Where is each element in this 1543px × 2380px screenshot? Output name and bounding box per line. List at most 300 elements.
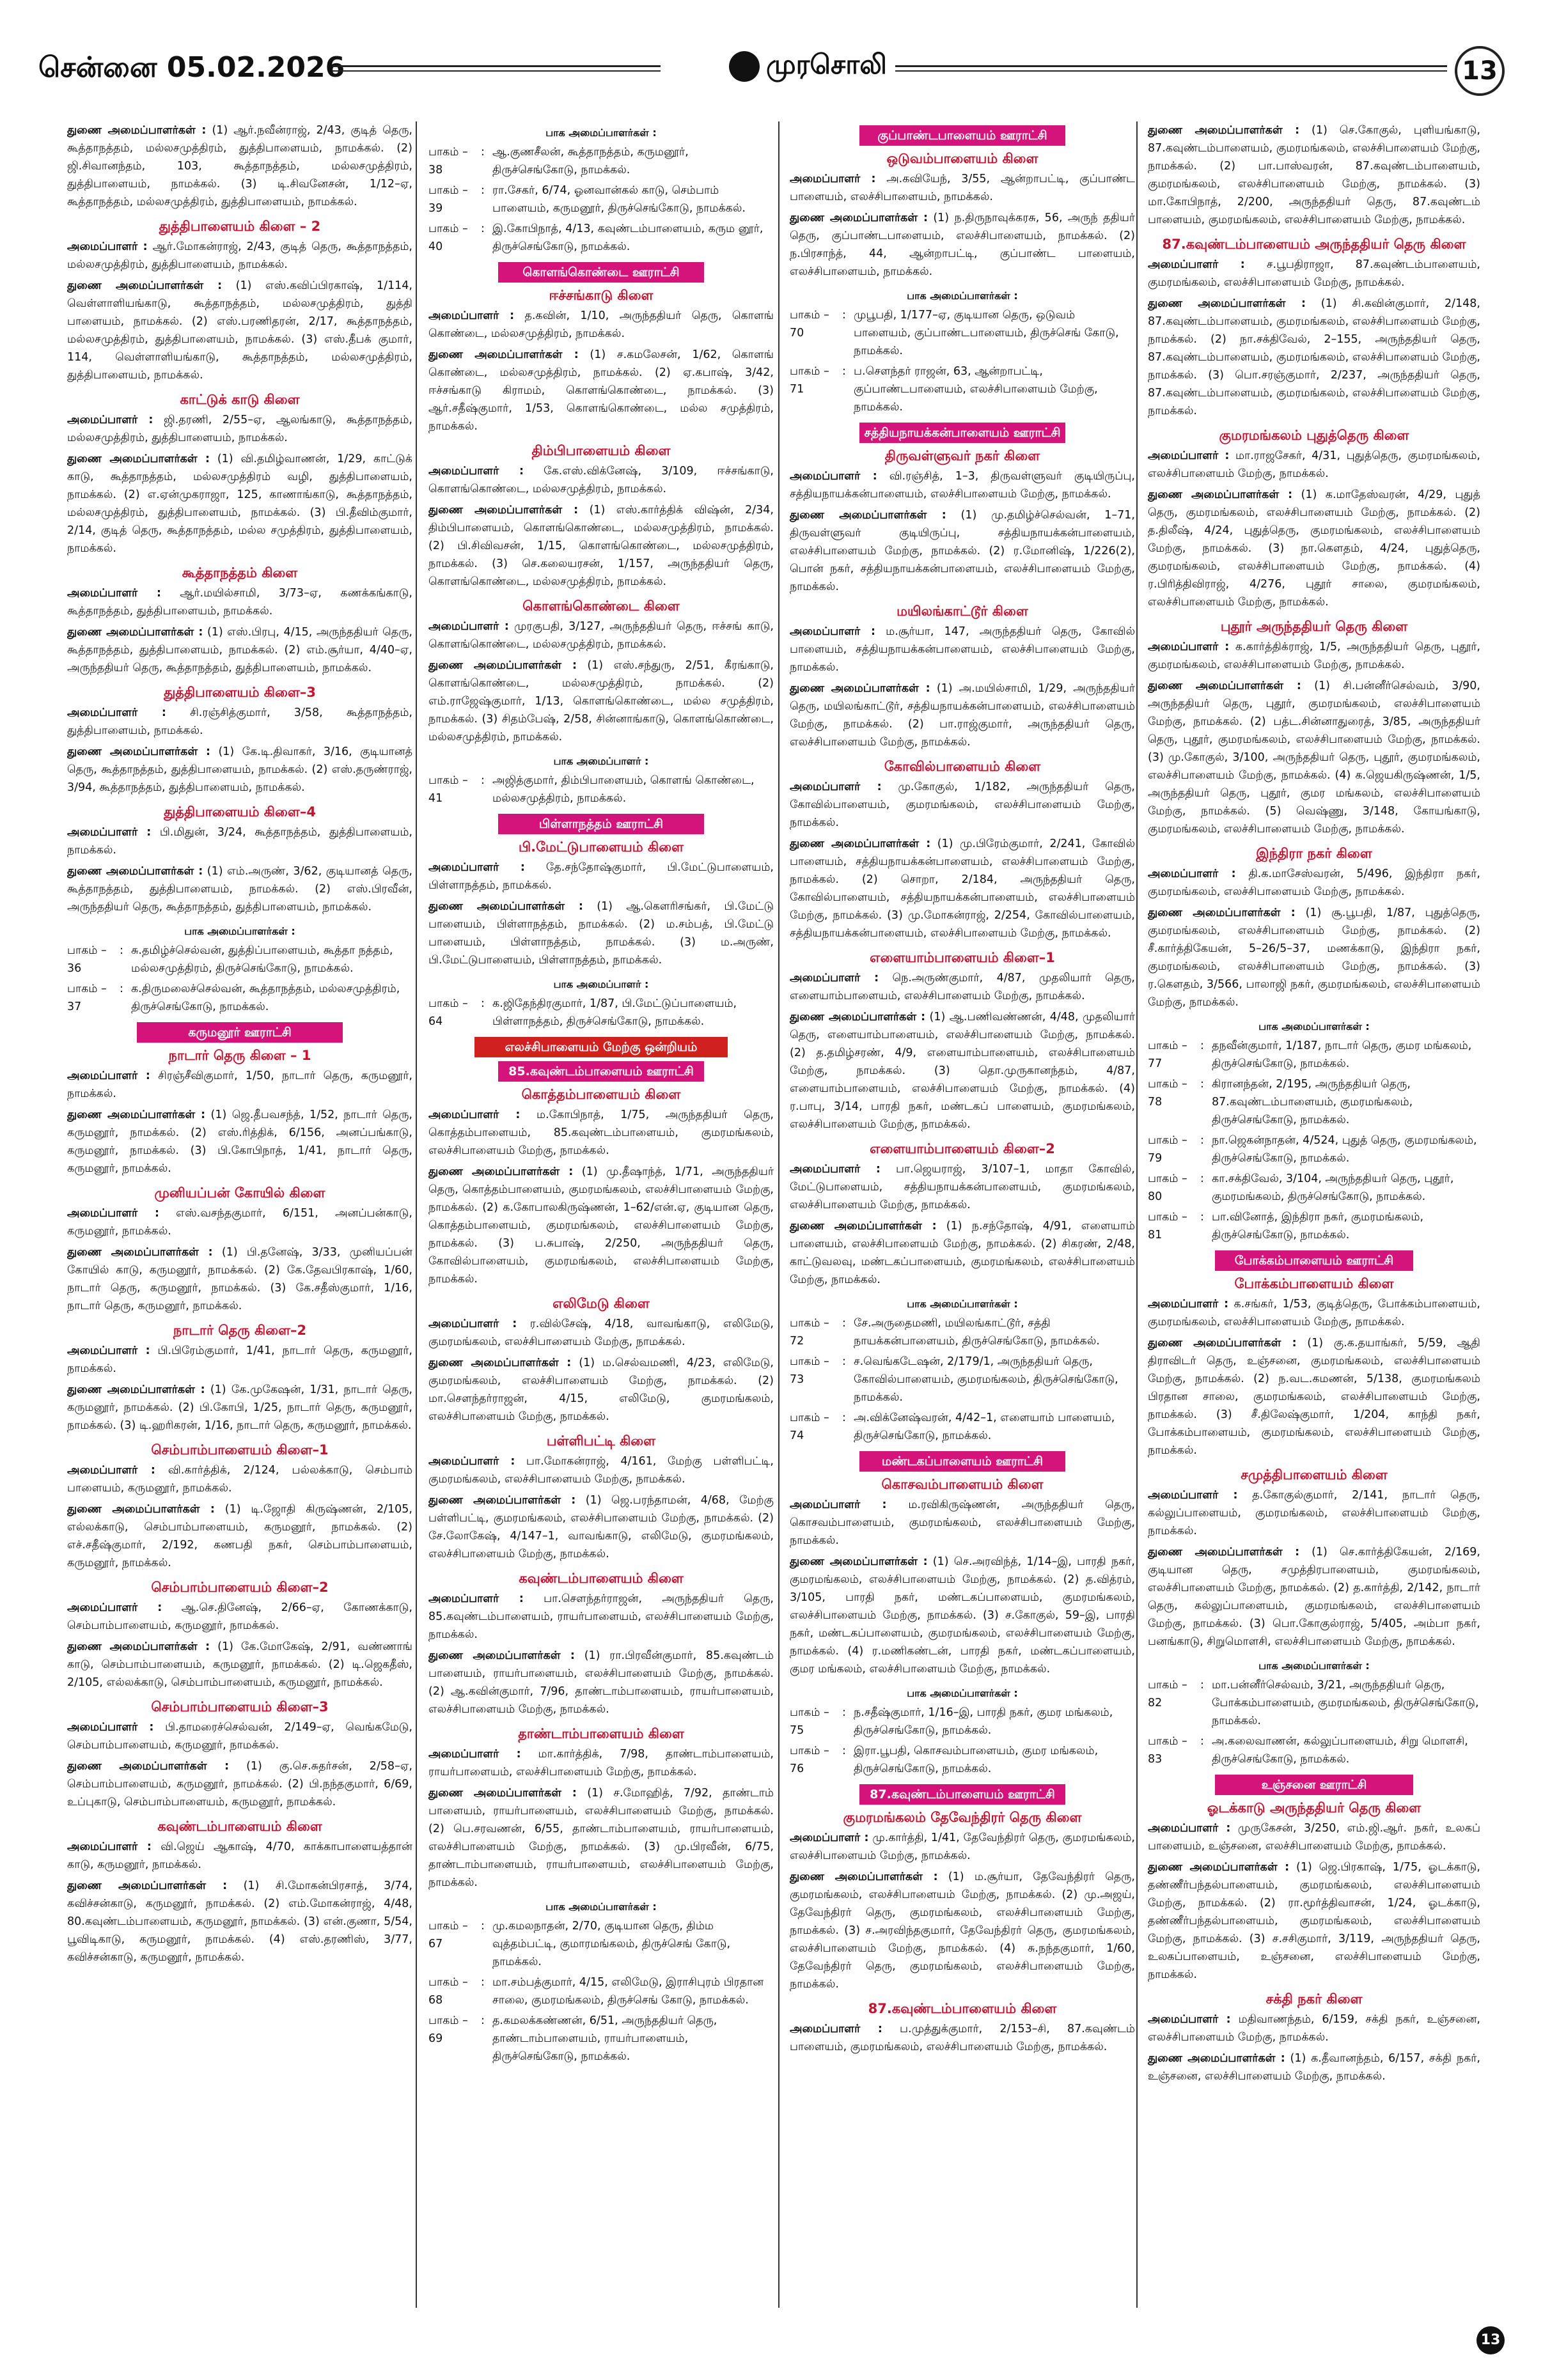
- branch-block: [428, 286, 774, 435]
- label: துணை அமைப்பாளர்கள் :: [67, 1640, 210, 1653]
- label: அமைப்பாளர் :: [1148, 2013, 1231, 2026]
- booth-number: பாகம் – 39: [428, 184, 468, 215]
- booth-heading: பாக அமைப்பாளர்கள் :: [1258, 1660, 1370, 1672]
- booth-row: பாகம் – 39 : ரா.சேகர், 6/74, ஓனவான்கல் காடு, செம்பாம் பாளையம், கருமனூர், திருச்செங்கோடு, நாமக்கல்.: [428, 182, 774, 217]
- booth-text: கா.சக்திவேல், 3/104, அருந்ததியர் தெரு, புதூர், குமரமங்கலம், திருச்செங்கோடு, நாமக்கல்.: [1212, 1172, 1454, 1203]
- branch-heading: செம்பாம்பாளையம் கிளை–3: [151, 1699, 329, 1715]
- entry-text: தே.சந்தோஷ்குமார், பி.மேட்டுபாளையம், பிள்ளாநத்தம், நாமக்கல்.: [428, 861, 774, 892]
- booth-text: அ.கலைவாணன், கல்லுப்பாளையம், சிறு மொளசி, திருச்செங்கோடு, நாமக்கல்.: [1212, 1735, 1468, 1766]
- booth-row: பாகம் – 79 : நா.ஜெகன்நாதன், 4/524, புதுத் தெரு, குமரமங்கலம், திருச்செங்கோடு, நாமக்கல்.: [1148, 1132, 1480, 1167]
- entry-text: நெ.அருண்குமார், 4/87, முதலியார் தெரு, எளையாம்பாளையம், எலச்சிபாளையம் மேற்கு, நாமக்கல்.: [790, 972, 1135, 1002]
- booth-row: பாகம் – 80 : கா.சக்திவேல், 3/104, அருந்ததியர் தெரு, புதூர், குமரமங்கலம், திருச்செங்கோடு, நாமக்கல்.: [1148, 1170, 1480, 1206]
- booth-block: [428, 976, 774, 1031]
- booth-number: பாகம் – 71: [790, 365, 829, 396]
- branch-block: [67, 217, 412, 384]
- label: அமைப்பாளர் :: [428, 1318, 517, 1330]
- label: அமைப்பாளர் :: [67, 587, 162, 600]
- entry-text: தி.க.மாசேஸ்வரன், 5/496, இந்திரா நகர், குமரமங்கலம், எலச்சிபாளையம் மேற்கு, நாமக்கல்.: [1148, 867, 1480, 898]
- label: அமைப்பாளர் :: [67, 1840, 152, 1853]
- label: துணை அமைப்பாளர்கள் :: [67, 1503, 215, 1516]
- entry-text: (1) ஆர்.நவீன்ராஜ், 2/43, குடித் தெரு, கூத்தாநத்தம், மல்லசமுத்திரம், துத்திபாளையம், நாமக்கல். (2) ஜி.சிவானந்தம், 103, கூத்தாநத்தம், மல்லசமுத்திரம், துத்திபாளையம், நாமக்கல். (3) டி.சிவனேசன், 1/12–ஏ, கூத்தாநத்தம், மல்லசமுத்திரம், துத்திபாளையம், நாமக்கல்.: [67, 124, 412, 208]
- label: அமைப்பாளர் :: [790, 1832, 869, 1844]
- entry-text: (1) கே.முகேஷன், 1/31, நாடார் தெரு, கருமனூர், நாமக்கல். (2) பி.கோபி, 1/25, நாடார் தெரு, கருமனூர், நாமக்கல். (3) டி.ஹரிகரன், 1/16, நாடார் தெரு, கருமனூர், நாமக்கல்.: [67, 1383, 412, 1432]
- branch-block: [790, 1475, 1135, 1678]
- entry-text: த.கோகுல்குமார், 2/141, நாடார் தெரு, கல்லுப்பாளையம், குமரமங்கலம், எலச்சிபாளையம் மேற்கு, நாமக்கல்.: [1148, 1489, 1480, 1537]
- dateline: சென்னை 05.02.2026: [38, 51, 345, 84]
- booth-number: பாகம் – 73: [790, 1355, 829, 1386]
- booth-row: பாகம் – 38 : ஆ.குணசீலன், கூத்தாநத்தம், கருமனூர், திருச்செங்கோடு, நாமக்கல்.: [428, 143, 774, 179]
- masthead-rule: [895, 70, 1447, 72]
- branch-heading: கொசவம்பாளையம் கிளை: [881, 1477, 1044, 1492]
- branch-heading: சமுத்திபாளையம் கிளை: [1241, 1467, 1388, 1482]
- label: அமைப்பாளர் :: [790, 1163, 881, 1176]
- entry-text: க.கார்த்திக்ராஜ், 1/5, அருந்ததியர் தெரு, புதூர், குமரமங்கலம், எலச்சிபாளையம் மேற்கு, நாமக்கல்.: [1148, 641, 1480, 671]
- label: அமைப்பாளர் :: [1148, 641, 1230, 653]
- entry-text: (1) கு.க.தயாங்கர், 5/59, ஆதி திராவிடர் தெரு, உஞ்சனை, குமரமங்கலம், எலச்சிபாளையம் மேற்கு, நாமக்கல். (2) ந.வட.கமணன், 5/138, குமரமங்கலம் பிரதான சாலை, குமரமங்கலம், எலச்சிபாளையம் மேற்கு, நாமக்கல். (3) சீ.திலேஷ்குமார், 1/204, காந்தி நகர், போக்கம்பாளையம், குமரமங்கலம், எலச்சிபாளையம் மேற்கு, நாமக்கல்.: [1148, 1337, 1480, 1457]
- booth-row: பாகம் – 74 : அ.விக்னேஷ்வரன், 4/42–1, எளையாம் பாளையம், திருச்செங்கோடு, நாமக்கல்.: [790, 1409, 1135, 1445]
- booth-text: கிரானந்தன், 2/195, அருந்ததியர் தெரு, 87.கவுண்டம்பாளையம், குமரமங்கலம், திருச்செங்கோடு, நாமக்கல்.: [1212, 1078, 1413, 1126]
- booth-number: பாகம் – 70: [790, 309, 829, 339]
- booth-text: இ.கோபிநாத், 4/13, கவுண்டம்பாளையம், கரும னூர், திருச்செங்கோடு, நாமக்கல்.: [492, 222, 764, 253]
- label: அமைப்பாளர் :: [790, 173, 876, 185]
- booth-heading: பாக அமைப்பாளர்கள் :: [184, 925, 295, 937]
- label: துணை அமைப்பாளர்கள் :: [1148, 2052, 1285, 2065]
- booth-heading: பாக அமைப்பாளர்கள் :: [907, 1687, 1018, 1699]
- branch-heading: செம்பாம்பாளையம் கிளை–1: [151, 1442, 329, 1458]
- label: துணை அமைப்பாளர்கள் :: [67, 453, 210, 465]
- branch-block: [67, 803, 412, 916]
- branch-heading: பி.மேட்டுபாளையம் கிளை: [518, 839, 684, 855]
- booth-block: [67, 922, 412, 1016]
- entry-text: (1) ச.கமலேசன், 1/62, கொளங் கொண்டை, மல்லசமுத்திரம், நாமக்கல். (2) ஏ.கபாஷ், 3/42, ஈச்சங்காடு கிராமம், கொளங்கொண்டை, நாமக்கல். (3) ஆர்.சதீஷ்குமார், 1/53, கொளங்கொண்டை, மல்ல சமுத்திரம், நாமக்கல்.: [428, 348, 774, 433]
- booth-text: இரா.பூபதி, கொசவம்பாளையம், குமர மங்கலம், திருச்செங்கோடு, நாமக்கல்.: [854, 1745, 1099, 1775]
- label: துணை அமைப்பாளர்கள் :: [790, 837, 931, 850]
- label: துணை அமைப்பாளர்கள் :: [67, 626, 203, 639]
- entry-text: (1) சி.கவின்குமார், 2/148, 87.கவுண்டம்பாளையம், குமரமங்கலம், எலச்சிபாளையம் மேற்கு, நாமக்கல். (2) நா.சக்திவேல், 2–155, அருந்ததியர் தெரு, 87.கவுண்டம்பாளையம், குமரமங்கலம், எலச்சிபாளையம் மேற்கு, நாமக்கல். (3) பொ.சரஞ்குமார், 2/237, அருந்ததியர் தெரு, 87.கவுண்டம்பாளையம், குமரமங்கலம், எலச்சிபாளையம் மேற்கு, நாமக்கல்.: [1148, 297, 1480, 417]
- branch-block: [1148, 1275, 1480, 1459]
- entry-text: மு.கார்த்தி, 1/41, தேவேந்திரர் தெரு, குமரமங்கலம், எலச்சிபாளையம் மேற்கு, நாமக்கல்.: [790, 1832, 1135, 1862]
- booth-number: பாகம் – 79: [1148, 1134, 1187, 1165]
- label: துணை அமைப்பாளர்கள் :: [67, 1879, 228, 1892]
- booth-row: பாகம் – 75 : ந.சதீஷ்குமார், 1/16–இ, பாரதி நகர், குமர மங்கலம், திருச்செங்கோடு, நாமக்கல்.: [790, 1704, 1135, 1739]
- branch-block: [790, 758, 1135, 942]
- entry-text: (1) எஸ்.சந்துரு, 2/51, கீரங்காடு, கொளங்கொண்டை, மல்லசமுத்திரம், நாமக்கல். (2) எம்.ராஜேஷ்குமார், 1/13, கொளங்கொண்டை, மல்ல சமுத்திரம், நாமக்கல். (3) சிதம்பேஷ், 2/58, சின்னாங்காடு, கொளங்கொண்டை, மல்லசமுத்திரம், நாமக்கல்.: [428, 659, 774, 743]
- branch-heading: கவுண்டம்பாளையம் கிளை: [157, 1819, 322, 1834]
- branch-block: [790, 1808, 1135, 1993]
- entry-text: (1) ஜெ.பரந்தாமன், 4/68, மேற்கு பள்ளிபட்டி, குமரமங்கலம், எலச்சிபாளையம் மேற்கு, நாமக்கல். (2) சே.லோகேஷ், 4/147–1, வாவங்காடு, எலிமேடு, குமரமங்கலம், எலச்சிபாளையம் மேற்கு, நாமக்கல்.: [428, 1494, 774, 1560]
- label: துணை அமைப்பாளர்கள் :: [1148, 124, 1300, 137]
- column-4: [1148, 121, 1480, 2308]
- page-number: 13: [1455, 46, 1505, 96]
- label: அமைப்பாளர் :: [790, 625, 875, 638]
- label: துணை அமைப்பாளர்கள் :: [1148, 297, 1306, 310]
- label: அமைப்பாளர் :: [1148, 1489, 1238, 1502]
- branch-heading: காட்டுக் காடு கிளை: [180, 392, 300, 407]
- label: அமைப்பாளர் :: [67, 1721, 154, 1734]
- column-1: [67, 121, 412, 2308]
- entry-text: (1) ஆ.பணிவண்ணன், 4/48, முதலியார் தெரு, எளையாம்பாளையம், எலச்சிபாளையம் மேற்கு, நாமக்கல். (2) த.தமிழ்சரண், 4/9, எளையாம்பாளையம், எலச்சிபாளையம் மேற்கு, நாமக்கல். (3) தொ.முருகானந்தம், 4/87, எளையாம்பாளையம், எலச்சிபாளையம் மேற்கு, நாமக்கல். (4) ர.பாபு, 3/14, பாரதி நகர், மண்டகப் பாளையம், குமரமங்கலம், எலச்சிபாளையம் மேற்கு, நாமக்கல்.: [790, 1011, 1135, 1131]
- booth-heading: பாக அமைப்பாளர்கள் :: [907, 290, 1018, 302]
- branch-block: [428, 1432, 774, 1563]
- entry-text: (1) கே.டி.திவாகர், 3/16, குடியானத் தெரு, கூத்தாநத்தம், துத்திபாளையம், நாமக்கல். (2) எஸ்.தருண்ராஜ், 3/94, கூத்தாநத்தம், துத்திபாளையம், நாமக்கல்.: [67, 745, 412, 794]
- panchayat-banner: பிள்ளாநத்தம் ஊராட்சி: [498, 814, 703, 834]
- entry-text: மா.கார்த்திக், 7/98, தாண்டாம்பாளையம், ராயர்பாளையம், எலச்சிபாளையம் மேற்கு, நாமக்கல்.: [428, 1748, 774, 1778]
- branch-heading: சக்தி நகர் கிளை: [1265, 1991, 1363, 2007]
- label: அமைப்பாளர் :: [428, 1455, 515, 1468]
- entry-text: (1) கே.மோகேஷ், 2/91, வண்ணாங் காடு, செம்பாம்பாளையம், கருமனூர், நாமக்கல். (2) டி.ஜெகதீஸ், 2/105, எல்லக்காடு, செம்பாம்பாளையம், கருமனூர், நாமக்கல்.: [67, 1640, 412, 1689]
- branch-block: [1148, 1990, 1480, 2085]
- booth-text: அ.விக்னேஷ்வரன், 4/42–1, எளையாம் பாளையம், திருச்செங்கோடு, நாமக்கல்.: [854, 1412, 1115, 1442]
- label: துணை அமைப்பாளர்கள் :: [790, 1555, 928, 1568]
- entry-text: (1) ரா.பிரவீன்குமார், 85.கவுண்டம் பாளையம், ராயர்பாளையம், எலச்சிபாளையம் மேற்கு, நாமக்கல். (2) ஆ.கவின்குமார், 7/96, தாண்டாம்பாளையம், ராயர்பாளையம், எலச்சிபாளையம் மேற்கு, நாமக்கல்.: [428, 1649, 774, 1716]
- branch-block: [67, 1184, 412, 1315]
- branch-block: [1148, 426, 1480, 611]
- label: துணை அமைப்பாளர்கள் :: [67, 124, 207, 137]
- label: துணை அமைப்பாளர்கள் :: [428, 1494, 576, 1507]
- entry-text: (1) வி.தமிழ்வாணன், 1/29, காட்டுக் காடு, கூத்தாநத்தம், மல்லசமுத்திரம் வழி, துத்திபாளையம், நாமக்கல். (2) எ.ஏன்முகராஜா, 125, காணாங்காடு, கூத்தாநத்தம், மல்லசமுத்திரம், துத்திபாளையம், நாமக்கல். (3) பி.தீவிம்குமார், 2/14, குடித் தெரு, கூத்தாநத்தம், மல்ல சமுத்திரம், துத்திபாளையம், நாமக்கல்.: [67, 453, 412, 555]
- branch-block: [67, 683, 412, 797]
- entry-text: (1) செ.அரவிந்த், 1/14–இ, பாரதி நகர், குமரமங்கலம், எலச்சிபாளையம் மேற்கு, நாமக்கல். (2) த.வித்ரம், 3/105, பாரதி நகர், மண்டகப்பாளையம், குமரமங்கலம், எலச்சிபாளையம் மேற்கு, நாமக்கல். (3) ச.கோகுல், 59–இ, பாரதி நகர், மண்டகப்பாளையம், குமரமங்கலம், எலச்சிபாளையம் மேற்கு, நாமக்கல். (4) ர.மணிகண்டன், பாரதி நகர், மண்டகப்பாளையம், குமர மங்கலம், எலச்சிபாளையம் மேற்கு, நாமக்கல்.: [790, 1555, 1135, 1676]
- booth-number: பாகம் – 72: [790, 1317, 829, 1348]
- booth-block: [428, 124, 774, 256]
- branch-block: [428, 1725, 774, 1892]
- label: அமைப்பாளர் :: [790, 781, 882, 793]
- label: அமைப்பாளர் :: [67, 826, 152, 839]
- booth-text: நா.ஜெகன்நாதன், 4/524, புதுத் தெரு, குமரமங்கலம், திருச்செங்கோடு, நாமக்கல்.: [1212, 1134, 1477, 1165]
- panchayat-banner: மண்டகப்பாளையம் ஊராட்சி: [859, 1451, 1065, 1472]
- label: அமைப்பாளர் :: [1148, 1298, 1229, 1311]
- booth-row: பாகம் – 81 : பா.வினோத், இந்திரா நகர், குமரமங்கலம், திருச்செங்கோடு, நாமக்கல்.: [1148, 1208, 1480, 1244]
- booth-heading: பாக அமைப்பாளர் :: [553, 755, 649, 767]
- branch-heading: கவுண்டம்பாளையம் கிளை: [519, 1571, 684, 1586]
- entry-text: முரகுபதி, 3/127, அருந்ததியர் தெரு, ஈச்சங் காடு, கொளங்கொண்டை, மல்லசமுத்திரம், நாமக்கல்.: [428, 620, 774, 651]
- entry-text: சிரஞ்சீவிகுமார், 1/50, நாடார் தெரு, கருமனூர், நாமக்கல்.: [67, 1069, 412, 1100]
- branch-block: [67, 1321, 412, 1435]
- booth-heading: பாக அமைப்பாளர்கள் :: [1258, 1020, 1370, 1032]
- entry-text: ஆர்.மயில்சாமி, 3/73–ஏ, கணக்கங்காடு, கூத்தாநத்தம், துத்திபாளையம், நாமக்கல்.: [67, 587, 412, 618]
- branch-heading: துத்திபாளையம் கிளை–3: [164, 685, 316, 700]
- masthead-rule: [333, 70, 661, 72]
- branch-heading: 87.கவுண்டம்பாளையம் கிளை: [868, 2001, 1057, 2016]
- booth-row: பாகம் – 71 : ப.செளந்தர் ராஜன், 63, ஆன்றாபட்டி, குப்பாண்டபாளையம், எலச்சிபாளையம் மேற்கு, நாமக்கல்.: [790, 362, 1135, 416]
- booth-text: மா.சம்பத்குமார், 4/15, எலிமேடு, இராசிபுரம் பிரதான சாலை, குமரமங்கலம், திருச்செங் கோடு, நாமக்கல்.: [492, 1976, 764, 2007]
- booth-row: பாகம் – 41 : அஜித்குமார், திம்பிபாளையம், கொளங் கொண்டை, மல்லசமுத்திரம், நாமக்கல்.: [428, 772, 774, 807]
- branch-block: [1148, 235, 1480, 420]
- branch-block: [67, 1817, 412, 1966]
- entry-text: மா.ராஜசேகர், 4/31, புதுத்தெரு, குமரமங்கலம், எலச்சிபாளையம் மேற்கு, நாமக்கல்.: [1148, 449, 1480, 480]
- entry-text: சி.ரஞ்சித்குமார், 3/58, கூத்தாநத்தம், துத்திபாளையம், நாமக்கல்.: [67, 706, 412, 737]
- branch-block: [1148, 844, 1480, 1011]
- label: துணை அமைப்பாளர்கள் :: [67, 1108, 206, 1121]
- booth-block: [790, 287, 1135, 416]
- label: துணை அமைப்பாளர்கள் :: [790, 1871, 938, 1883]
- label: துணை அமைப்பாளர்கள் :: [428, 1357, 572, 1369]
- entry-text: (1) மு.தீஷாந்த், 1/71, அருந்ததியர் தெரு, கொத்தம்பாளையம், குமரமங்கலம், எலச்சிபாளையம் மேற்கு, நாமக்கல். (2) க.கோபாலகிருஷ்ணன், 1–62/என்.ஏ, குடியான தெரு, கொத்தம்பாளையம், குமரமங்கலம், எலச்சிபாளையம் மேற்கு, நாமக்கல். (3) ப.சுபாஷ், 2/250, அருந்ததியர் தெரு, கோவில்பாளையம், குமரமங்கலம், எலச்சிபாளையம் மேற்கு, நாமக்கல்.: [428, 1165, 774, 1286]
- entry-text: மு.கோகுல், 1/182, அருந்ததியர் தெரு, கோவில்பாளையம், குமரமங்கலம், எலச்சிபாளையம் மேற்கு, நாமக்கல்.: [790, 781, 1135, 829]
- branch-block: [1148, 1466, 1480, 1651]
- booth-block: [428, 752, 774, 807]
- label: அமைப்பாளர் :: [428, 1108, 521, 1121]
- booth-block: [790, 1684, 1135, 1778]
- booth-heading: பாக அமைப்பாளர்கள் :: [545, 1901, 657, 1913]
- label: துணை அமைப்பாளர்கள் :: [67, 745, 211, 758]
- booth-number: பாகம் – 41: [428, 774, 468, 805]
- label: துணை அமைப்பாளர்கள் :: [790, 682, 930, 695]
- label: அமைப்பாளர் :: [428, 465, 524, 478]
- branch-block: [67, 391, 412, 557]
- booth-row: பாகம் – 73 : ச.வெங்கடேஷன், 2/179/1, அருந்ததியர் தெரு, கோவில்பாளையம், குமரமங்கலம், திருச்செங்கோடு, நாமக்கல்.: [790, 1353, 1135, 1406]
- masthead-rule: [895, 65, 1447, 67]
- branch-heading: ஒடுவம்பாளையம் கிளை: [886, 151, 1038, 166]
- branch-block: [428, 1295, 774, 1426]
- entry-text: (1) கு.செ.சுதர்சன், 2/58–ஏ, செம்பாம்பாளையம், கருமனூர், நாமக்கல். (2) பி.நந்தகுமார், 6/69, உப்புகாடு, செம்பாம்பாளையம், கருமனூர், நாமக்கல்.: [67, 1760, 412, 1808]
- booth-number: பாகம் – 74: [790, 1412, 829, 1442]
- entry-text: பி.பிரேம்குமார், 1/41, நாடார் தெரு, கருமனூர், நாமக்கல்.: [67, 1344, 412, 1375]
- label: அமைப்பாளர் :: [67, 414, 153, 426]
- booth-number: பாகம் – 81: [1148, 1211, 1187, 1241]
- label: துணை அமைப்பாளர்கள் :: [428, 900, 583, 913]
- logo-icon: [729, 51, 760, 82]
- branch-heading: தாண்டாம்பாளையம் கிளை: [518, 1726, 684, 1741]
- label: துணை அமைப்பாளர்கள் :: [428, 1165, 574, 1178]
- booth-text: மா.பன்னீர்செல்வம், 3/21, அருந்ததியர் தெரு, போக்கம்பாளையம், குமரமங்கலம், திருச்செங்கோடு, நாமக்கல்.: [1212, 1679, 1479, 1727]
- booth-row: பாகம் – 40 : இ.கோபிநாத், 4/13, கவுண்டம்பாளையம், கரும னூர், திருச்செங்கோடு, நாமக்கல்.: [428, 220, 774, 256]
- branch-block: [790, 602, 1135, 751]
- branch-heading: எளையாம்பாளையம் கிளை–1: [870, 950, 1055, 965]
- label: துணை அமைப்பாளர்கள் :: [1148, 1546, 1300, 1559]
- entry-text: ம.ரவிகிருஷ்ணன், அருந்ததியர் தெரு, கொசவம்பாளையம், குமரமங்கலம், எலச்சிபாளையம் மேற்கு, நாமக்கல்.: [790, 1498, 1135, 1547]
- label: துணை அமைப்பாளர்கள் :: [428, 1787, 577, 1800]
- entry-text: (1) மு.தமிழ்ச்செல்வன், 1–71, திருவள்ளுவர் குடியிருப்பு, சத்தியநாயக்கன்பாளையம், எலச்சிபாளையம் மேற்கு, நாமக்கல். (2) ர.மோனிஷ், 1/226(2), பொன் நகர், சத்தியநாயக்கன்பாளையம், எலச்சிபாளையம் மேற்கு, நாமக்கல்.: [790, 509, 1135, 593]
- masthead-rule: [333, 65, 661, 67]
- label: துணை அமைப்பாளர்கள் :: [428, 348, 579, 361]
- label: அமைப்பாளர் :: [428, 620, 509, 633]
- label: அமைப்பாளர் :: [790, 972, 879, 984]
- branch-heading: இந்திரா நகர் கிளை: [1256, 846, 1372, 861]
- label: துணை அமைப்பாளர்கள் :: [1148, 1861, 1290, 1874]
- branch-heading: 87.கவுண்டம்பாளையம் அருந்ததியர் தெரு கிளை: [1162, 237, 1466, 252]
- booth-number: பாகம் – 69: [428, 2014, 468, 2045]
- booth-block: [1148, 1018, 1480, 1244]
- booth-text: ந.சதீஷ்குமார், 1/16–இ, பாரதி நகர், குமர மங்கலம், திருச்செங்கோடு, நாமக்கல்.: [854, 1706, 1113, 1737]
- branch-heading: கொத்தம்பாளையம் கிளை: [521, 1087, 681, 1102]
- entry-text: பி.மிதுன், 3/24, கூத்தாநத்தம், துத்திபாளையம், நாமக்கல்.: [67, 826, 412, 857]
- booth-row: பாகம் – 37 : க.திருமலைச்செல்வன், கூத்தாநத்தம், மல்லசமுத்திரம், திருச்செங்கோடு, நாமக்கல்.: [67, 980, 412, 1016]
- entry-text: எஸ்.வசந்தகுமார், 6/151, அனப்பன்காடு, கருமனூர், நாமக்கல்.: [67, 1207, 412, 1238]
- booth-row: பாகம் – 69 : த.கமலக்கண்ணன், 6/51, அருந்ததியர் தெரு, தாண்டாம்பாளையம், ராயர்பாளையம், திருச்செங்கோடு, நாமக்கல்.: [428, 2012, 774, 2065]
- entry-text: பா.சௌந்தர்ராஜன், அருந்ததியர் தெரு, 85.கவுண்டம்பாளையம், ராயர்பாளையம், எலச்சிபாளையம் மேற்கு, நாமக்கல்.: [428, 1592, 774, 1641]
- entry-text: (1) ச.மோஹித், 7/92, தாண்டாம் பாளையம், ராயர்பாளையம், எலச்சிபாளையம் மேற்கு, நாமக்கல். (2) பெ.சரவணன், 6/55, தாண்டாம்பாளையம், ராயர்பாளையம், எலச்சிபாளையம் மேற்கு, நாமக்கல். (3) மு.பிரவீன், 6/75, தாண்டாம்பாளையம், ராயர்பாளையம், எலச்சிபாளையம் மேற்கு, நாமக்கல்.: [428, 1787, 774, 1889]
- booth-number: பாகம் – 77: [1148, 1039, 1187, 1070]
- column-2: [428, 121, 774, 2308]
- booth-row: பாகம் – 72 : சே.அருதைமணி, மயிலங்காட்டூர், சத்தி நாயக்கன்பாளையம், திருச்செங்கோடு, நாமக்கல்.: [790, 1314, 1135, 1350]
- label: அமைப்பாளர் :: [790, 2023, 882, 2035]
- branch-block: [428, 1085, 774, 1288]
- booth-number: பாகம் – 76: [790, 1745, 829, 1775]
- panchayat-banner: போக்கம்பாளையம் ஊராட்சி: [1215, 1250, 1413, 1271]
- entry-text: பா.ஜெயராஜ், 3/107–1, மாதா கோவில், மேட்டுபாளையம், சத்தியநாயக்கன்பாளையம், குமரமங்கலம், எலச்சிபாளையம் மேற்கு, நாமக்கல்.: [790, 1163, 1135, 1211]
- booth-text: பா.வினோத், இந்திரா நகர், குமரமங்கலம், திருச்செங்கோடு, நாமக்கல்.: [1212, 1211, 1424, 1241]
- entry-text: (1) அ.மயில்சாமி, 1/29, அருந்ததியர் தெரு, மயிலங்காட்டூர், சத்தியநாயக்கன்பாளையம், எலச்சிபாளையம் மேற்கு, நாமக்கல். (2) பா.ராஜ்குமார், அருந்ததியர் தெரு, எலச்சிபாளையம் மேற்கு, நாமக்கல்.: [790, 682, 1135, 749]
- branch-heading: நாடார் தெரு கிளை–2: [173, 1323, 307, 1338]
- branch-heading: திருவள்ளுவர் நகர் கிளை: [884, 448, 1040, 463]
- booth-row: பாகம் – 36 : சு.தமிழ்ச்செல்வன், துத்திப்பாளையம், கூத்தா நத்தம், மல்லசமுத்திரம், திருச்செங்கோடு, நாமக்கல்.: [67, 942, 412, 977]
- label: அமைப்பாளர் :: [428, 1748, 521, 1761]
- branch-heading: ஓடக்காடு அருந்ததியர் தெரு கிளை: [1207, 1800, 1422, 1816]
- entry-text: (1) ந.சந்தோஷ், 4/91, எளையாம் பாளையம், எலச்சிபாளையம் மேற்கு, நாமக்கல். (2) சிகரண், 2/48, காட்டுவலவு, மண்டகப்பாளையம், குமரமங்கலம், எலச்சிபாளையம் மேற்கு, நாமக்கல்.: [790, 1220, 1135, 1286]
- booth-text: க.ஜிதேந்திரகுமார், 1/87, பி.மேட்டுப்பாளையம், பிள்ளாநத்தம், திருச்செங்கோடு, நாமக்கல்.: [492, 997, 737, 1028]
- entry-text: (1) எம்.அருண், 3/62, குடியானத் தெரு, கூத்தாநத்தம், துத்திபாளையம், நாமக்கல். (2) எஸ்.பிரவீன், அருந்ததியர் தெரு, கூத்தாநத்தம், துத்திபாளையம், நாமக்கல்.: [67, 865, 412, 914]
- booth-text: சே.அருதைமணி, மயிலங்காட்டூர், சத்தி நாயக்கன்பாளையம், திருச்செங்கோடு, நாமக்கல்.: [854, 1317, 1100, 1348]
- label: அமைப்பாளர் :: [67, 1207, 159, 1220]
- branch-block: [1148, 618, 1480, 838]
- booth-text: மு.கமலநாதன், 2/70, குடியான தெரு, திம்ம வுத்தம்பட்டி, குமாரமங்கலம், திருச்செங் கோடு, நாமக்கல்.: [492, 1920, 731, 1968]
- label: அமைப்பாளர் :: [67, 1344, 150, 1357]
- branch-block: [1148, 1799, 1480, 1984]
- entry-text: (1) ந.திருநாவுக்கரசு, 56, அருந் ததியர் தெரு, குப்பாண்டபாளையம், எலச்சிபாளையம், நாமக்கல். (2) ந.பிரசாந்த், 44, ஆன்றாபட்டி, குப்பாண்ட பாளையம், எலச்சிபாளையம், நாமக்கல்.: [790, 212, 1135, 278]
- entry-text: (1) க.மாதேஸ்வரன், 4/29, புதுத் தெரு, குமரமங்கலம், எலச்சிபாளையம் மேற்கு, நாமக்கல். (2) த.திலீஷ், 4/24, புதுத்தெரு, குமரமங்கலம், எலச்சிபாளையம் மேற்கு, நாமக்கல். (3) நா.கௌதம், 4/24, புதுத்தெரு, குமரமங்கலம், எலச்சிபாளையம் மேற்கு, நாமக்கல். (4) ர.பிரித்திவிராஜ், 4/276, புதூர் சாலை, குமரமங்கலம், எலச்சிபாளையம் மேற்கு, நாமக்கல்.: [1148, 488, 1480, 609]
- newspaper-name: [729, 49, 887, 84]
- entry-block: [1148, 121, 1480, 229]
- label: துணை அமைப்பாளர்கள் :: [1148, 680, 1301, 692]
- branch-heading: நாடார் தெரு கிளை – 1: [168, 1048, 311, 1063]
- booth-row: பாகம் – 67 : மு.கமலநாதன், 2/70, குடியான தெரு, திம்ம வுத்தம்பட்டி, குமாரமங்கலம், திருச்செங் கோடு, நாமக்கல்.: [428, 1917, 774, 1971]
- booth-heading: பாக அமைப்பாளர் :: [553, 978, 649, 990]
- label: அமைப்பாளர் :: [428, 1592, 524, 1605]
- entry-text: (1) க.தீவானந்தம், 6/157, சக்தி நகர், உஞ்சனை, எலச்சிபாளையம் மேற்கு, நாமக்கல்.: [1148, 2052, 1480, 2083]
- booth-number: பாகம் – 83: [1148, 1735, 1187, 1766]
- branch-heading: முனியப்பன் கோயில் கிளை: [154, 1185, 325, 1201]
- entry-text: வி.கார்த்திக், 2/124, பல்லக்காடு, செம்பாம் பாளையம், கருமனூர், நாமக்கல்.: [67, 1464, 412, 1495]
- branch-block: [790, 150, 1135, 281]
- booth-number: பாகம் – 38: [428, 146, 468, 176]
- label: துணை அமைப்பாளர்கள் :: [1148, 906, 1296, 919]
- entry-text: (1) சி.மோகன்பிரசாத், 3/74, கவிச்சன்காடு, கருமனூர், நாமக்கல். (2) எம்.மோகன்ராஜ், 4/48, 80.கவுண்டம்பாளையம், கருமனூர், நாமக்கல். (3) என்.குணா, 5/54, பூவிடிகாடு, கருமனூர், நாமக்கல். (4) எஸ்.தரணிஸ், 3/77, கவிச்சன்காடு, கருமனூர், நாமக்கல்.: [67, 1879, 412, 1964]
- masthead: [38, 46, 1505, 96]
- branch-heading: செம்பாம்பாளையம் கிளை–2: [151, 1580, 329, 1595]
- booth-row: பாகம் – 64 : க.ஜிதேந்திரகுமார், 1/87, பி.மேட்டுப்பாளையம், பிள்ளாநத்தம், திருச்செங்கோடு, நாமக்கல்.: [428, 995, 774, 1031]
- booth-number: பாகம் – 64: [428, 997, 468, 1028]
- branch-heading: ஈச்சங்காடு கிளை: [549, 288, 654, 303]
- label: துணை அமைப்பாளர்கள் :: [1148, 1337, 1297, 1349]
- booth-number: பாகம் – 37: [67, 983, 107, 1013]
- branch-block: [790, 1140, 1135, 1289]
- entry-text: வி.ஜெய் ஆகாஷ், 4/70, காக்காபாளையத்தான் காடு, கருமனூர், நாமக்கல்.: [67, 1840, 412, 1871]
- columns: [67, 121, 1480, 2308]
- branch-block: [67, 1441, 412, 1572]
- entry-text: (1) செ.கார்த்திகேயன், 2/169, குடியான தெரு, சமுத்திரபாளையம், குமரமங்கலம், எலச்சிபாளையம் மேற்கு, நாமக்கல். (2) த.கார்த்தி, 2/142, நாடார் தெரு, கல்லுப்பாளையம், குமரமங்கலம், எலச்சிபாளையம் மேற்கு, நாமக்கல். (3) பொ.கோகுல்ராஜ், 5/405, அம்பா நகர், பனங்காடு, சிறுமொளசி, எலச்சிபாளையம் மேற்கு, நாமக்கல்.: [1148, 1546, 1480, 1648]
- booth-row: பாகம் – 76 : இரா.பூபதி, கொசவம்பாளையம், குமர மங்கலம், திருச்செங்கோடு, நாமக்கல்.: [790, 1742, 1135, 1778]
- booth-number: பாகம் – 68: [428, 1976, 468, 2007]
- panchayat-banner: உஞ்சனை ஊராட்சி: [1215, 1775, 1413, 1795]
- label: துணை அமைப்பாளர்கள் :: [67, 1246, 213, 1259]
- booth-text: க.திருமலைச்செல்வன், கூத்தாநத்தம், மல்லசமுத்திரம், திருச்செங்கோடு, நாமக்கல்.: [131, 983, 400, 1013]
- booth-row: பாகம் – 83 : அ.கலைவாணன், கல்லுப்பாளையம், சிறு மொளசி, திருச்செங்கோடு, நாமக்கல்.: [1148, 1732, 1480, 1768]
- booth-text: ச.வெங்கடேஷன், 2/179/1, அருந்ததியர் தெரு, கோவில்பாளையம், குமரமங்கலம், திருச்செங்கோடு, நாமக்கல்.: [854, 1355, 1118, 1404]
- entry-text: (1) மு.பிரேம்குமார், 2/241, கோவில் பாளையம், சத்தியநாயக்கன்பாளையம், எலச்சிபாளையம் மேற்கு, நாமக்கல். (2) சொறா, 2/184, அருந்ததியர் தெரு, கோவில்பாளையம், சத்தியநாயக்கன்பாளையம், எலச்சிபாளையம் மேற்கு, நாமக்கல். (3) மு.மோகன்ராஜ், 2/254, கோவில்பாளையம், சத்தியநாயக்கன்பாளையம், எலச்சிபாளையம் மேற்கு, நாமக்கல்.: [790, 837, 1135, 940]
- branch-block: [67, 1578, 412, 1692]
- union-banner: எலச்சிபாளையம் மேற்கு ஒன்றியம்: [474, 1037, 728, 1057]
- entry-text: ஆ.செ.தினேஷ், 2/66–ஏ, கோணக்காடு, செம்பாம்பாளையம், கருமனூர், நாமக்கல்.: [67, 1601, 412, 1632]
- booth-heading: பாக அமைப்பாளர்கள் :: [545, 127, 657, 139]
- entry-text: ர.வில்சேஷ், 4/18, வாவங்காடு, எலிமேடு, குமரமங்கலம், எலச்சிபாளையம் மேற்கு, நாமக்கல்.: [428, 1318, 774, 1348]
- branch-heading: துத்திபாளையம் கிளை – 2: [159, 219, 321, 234]
- entry-text: (1) ஜெ.தீபவசந்த், 1/52, நாடார் தெரு, கருமனூர், நாமக்கல். (2) எஸ்.ரித்திக், 6/156, அனப்பங்காடு, கருமனூர், நாமக்கல். (3) பி.கோபிநாத், 1/41, நாடார் தெரு, கருமனூர், நாமக்கல்.: [67, 1108, 412, 1175]
- entry-text: ப.முத்துக்குமார், 2/153–சி, 87.கவுண்டம் பாளையம், குமரமங்கலம், எலச்சிபாளையம் மேற்கு, நாமக்கல்.: [790, 2023, 1135, 2053]
- branch-block: [790, 949, 1135, 1133]
- booth-text: தநவீன்குமார், 1/187, நாடார் தெரு, குமர மங்கலம், திருச்செங்கோடு, நாமக்கல்.: [1212, 1039, 1472, 1070]
- panchayat-banner: கொளங்கொண்டை ஊராட்சி: [498, 262, 703, 283]
- label: அமைப்பாளர் :: [428, 309, 515, 322]
- branch-block: [790, 2000, 1135, 2056]
- entry-text: த.கவின், 1/10, அருந்ததியர் தெரு, கொளங் கொண்டை, மல்லசமுத்திரம், நாமக்கல்.: [428, 309, 774, 340]
- label: அமைப்பாளர் :: [67, 240, 148, 253]
- entry-text: (1) எஸ்.கார்த்திக் விஷ்ன், 2/34, திம்பிபாளையம், கொளங்கொண்டை, மல்லசமுத்திரம், நாமக்கல். (2) பி.சிவிவசன், 1/15, கொளங்கொண்டை, மல்லசமுத்திரம், நாமக்கல். (3) செ.கலையரசன், 1/157, அருந்ததியர் தெரு, கொளங்கொண்டை, மல்லசமுத்திரம், நாமக்கல்.: [428, 504, 774, 588]
- label: துணை அமைப்பாளர்கள் :: [428, 1649, 575, 1662]
- booth-text: ப.செளந்தர் ராஜன், 63, ஆன்றாபட்டி, குப்பாண்டபாளையம், எலச்சிபாளையம் மேற்கு, நாமக்கல்.: [854, 365, 1098, 414]
- entry-text: ம.கோபிநாத், 1/75, அருந்ததியர் தெரு, கொத்தம்பாளையம், 85.கவுண்டம்பாளையம், குமரமங்கலம், எலச்சிபாளையம் மேற்கு, நாமக்கல்.: [428, 1108, 774, 1157]
- entry-text: (1) சூ.பூபதி, 1/87, புதுத்தெரு, குமரமங்கலம், எலச்சிபாளையம் மேற்கு, நாமக்கல். (2) சீ.கார்த்திகேயன், 5–26/5–37, மணக்காடு, இந்திரா நகர், குமரமங்கலம், எலச்சிபாளையம் மேற்கு, நாமக்கல். (3) ர.கெளதம், 3/566, பாலாஜி நகர், குமரமங்கலம், எலச்சிபாளையம் மேற்கு, நாமக்கல்.: [1148, 906, 1480, 1009]
- entry-text: (1) ஜெ.பிரகாஷ், 1/75, ஓடக்காடு, தண்ணீர்பந்தல்பாளையம், குமரமங்கலம், எலச்சிபாளையம் மேற்கு, நாமக்கல். (2) ரா.மூர்த்திவாசன், 1/24, ஓடக்காடு, தண்ணீர்பந்தல்பாளையம், குமரமங்கலம், எலச்சிபாளையம் மேற்கு, நாமக்கல். (3) ச.சசிகுமார், 3/119, அருந்ததியர் தெரு, உலகப்பாளையம், உஞ்சனை, எலச்சிபாளையம் மேற்கு, நாமக்கல்.: [1148, 1861, 1480, 1981]
- branch-heading: எலிமேடு கிளை: [552, 1296, 650, 1311]
- panchayat-banner: சத்தியநாயக்கன்பாளையம் ஊராட்சி: [859, 423, 1065, 443]
- booth-text: ரா.சேகர், 6/74, ஓனவான்கல் காடு, செம்பாம் பாளையம், கருமனூர், திருச்செங்கோடு, நாமக்கல்.: [492, 184, 746, 215]
- booth-text: அஜித்குமார், திம்பிபாளையம், கொளங் கொண்டை, மல்லசமுத்திரம், நாமக்கல்.: [492, 774, 755, 805]
- column-3: [790, 121, 1135, 2308]
- booth-number: பாகம் – 80: [1148, 1172, 1187, 1203]
- branch-heading: திம்பிபாளையம் கிளை: [531, 443, 671, 458]
- label: அமைப்பாளர் :: [428, 861, 525, 874]
- branch-block: [428, 1569, 774, 1718]
- branch-block: [428, 597, 774, 746]
- booth-number: பாகம் – 40: [428, 222, 468, 253]
- label: துணை அமைப்பாளர்கள் :: [67, 1383, 205, 1396]
- label: அமைப்பாளர் :: [790, 1498, 887, 1511]
- entry-text: (1) டி.ஜோதி கிருஷ்ணன், 2/105, எல்லக்காடு, செம்பாம்பாளையம், கருமனூர், நாமக்கல். (2) எச்.சதீஷ்குமார், 2/192, கணபதி நகர், செம்பாம்பாளையம், கருமனூர், நாமக்கல்.: [67, 1503, 412, 1569]
- label: துணை அமைப்பாளர்கள் :: [1148, 488, 1293, 501]
- label: துணை அமைப்பாளர்கள் :: [790, 509, 946, 522]
- label: அமைப்பாளர் :: [67, 1464, 155, 1477]
- entry-text: மதிவாணந்தம், 6/159, சக்தி நகர், உஞ்சனை, எலச்சிபாளையம் மேற்கு, நாமக்கல்.: [1148, 2013, 1480, 2044]
- entry-text: ஜி.தரணி, 2/55–ஏ, ஆலங்காடு, கூத்தாநத்தம், மல்லசமுத்திரம், துத்திபாளையம், நாமக்கல்.: [67, 414, 412, 444]
- booth-row: பாகம் – 77 : தநவீன்குமார், 1/187, நாடார் தெரு, குமர மங்கலம், திருச்செங்கோடு, நாமக்கல்.: [1148, 1037, 1480, 1073]
- branch-block: [67, 1046, 412, 1178]
- panchayat-banner: 85.கவுண்டம்பாளையம் ஊராட்சி: [498, 1061, 703, 1082]
- branch-heading: போக்கம்பாளையம் கிளை: [1234, 1276, 1394, 1291]
- branch-heading: பள்ளிபட்டி கிளை: [546, 1433, 656, 1449]
- entry-text: அ.கவியேந், 3/55, ஆன்றாபட்டி, குப்பாண்ட பாளையம், எலச்சிபாளையம், நாமக்கல்.: [790, 173, 1135, 203]
- branch-block: [67, 1698, 412, 1811]
- label: துணை அமைப்பாளர்கள் :: [67, 1760, 230, 1773]
- branch-block: [790, 447, 1135, 596]
- booth-number: பாகம் – 75: [790, 1706, 829, 1737]
- branch-block: [428, 838, 774, 969]
- label: அமைப்பாளர் :: [67, 1069, 150, 1082]
- branch-heading: குமரமங்கலம் புதுத்தெரு கிளை: [1219, 428, 1409, 443]
- booth-block: [1148, 1657, 1480, 1768]
- label: அமைப்பாளர் :: [1148, 867, 1236, 880]
- entry-text: பி.தாமரைச்செல்வன், 2/149–ஏ, வெங்கமேடு, செம்பாம்பாளையம், கருமனூர், நாமக்கல்.: [67, 1721, 412, 1752]
- entry-text: (1) பி.தனேஷ், 3/33, முனியப்பன் கோயில் காடு, கருமனூர், நாமக்கல். (2) கே.தேவபிரகாஷ், 1/60, நாடார் தெரு, கருமனூர், நாமக்கல். (3) கே.சதீஸ்குமார், 1/16, நாடார் தெரு, கருமனூர், நாமக்கல்.: [67, 1246, 412, 1312]
- label: துணை அமைப்பாளர்கள் :: [790, 212, 928, 224]
- entry-text: ச.பூபதிராஜா, 87.கவுண்டம்பாளையம், குமரமங்கலம், எலச்சிபாளையம் மேற்கு, நாமக்கல்.: [1148, 258, 1480, 289]
- booth-number: பாகம் – 67: [428, 1920, 468, 1950]
- booth-number: பாகம் – 36: [67, 944, 107, 975]
- label: துணை அமைப்பாளர்கள் :: [790, 1011, 926, 1023]
- branch-heading: மயிலங்காட்டூர் கிளை: [897, 603, 1028, 619]
- booth-heading: பாக அமைப்பாளர்கள் :: [907, 1298, 1018, 1310]
- booth-text: முபூபதி, 1/177–ஏ, குடியான தெரு, ஒடுவம் பாளையம், குப்பாண்டபாளையம், திருச்செங் கோடு, நாமக்கல்.: [854, 309, 1119, 357]
